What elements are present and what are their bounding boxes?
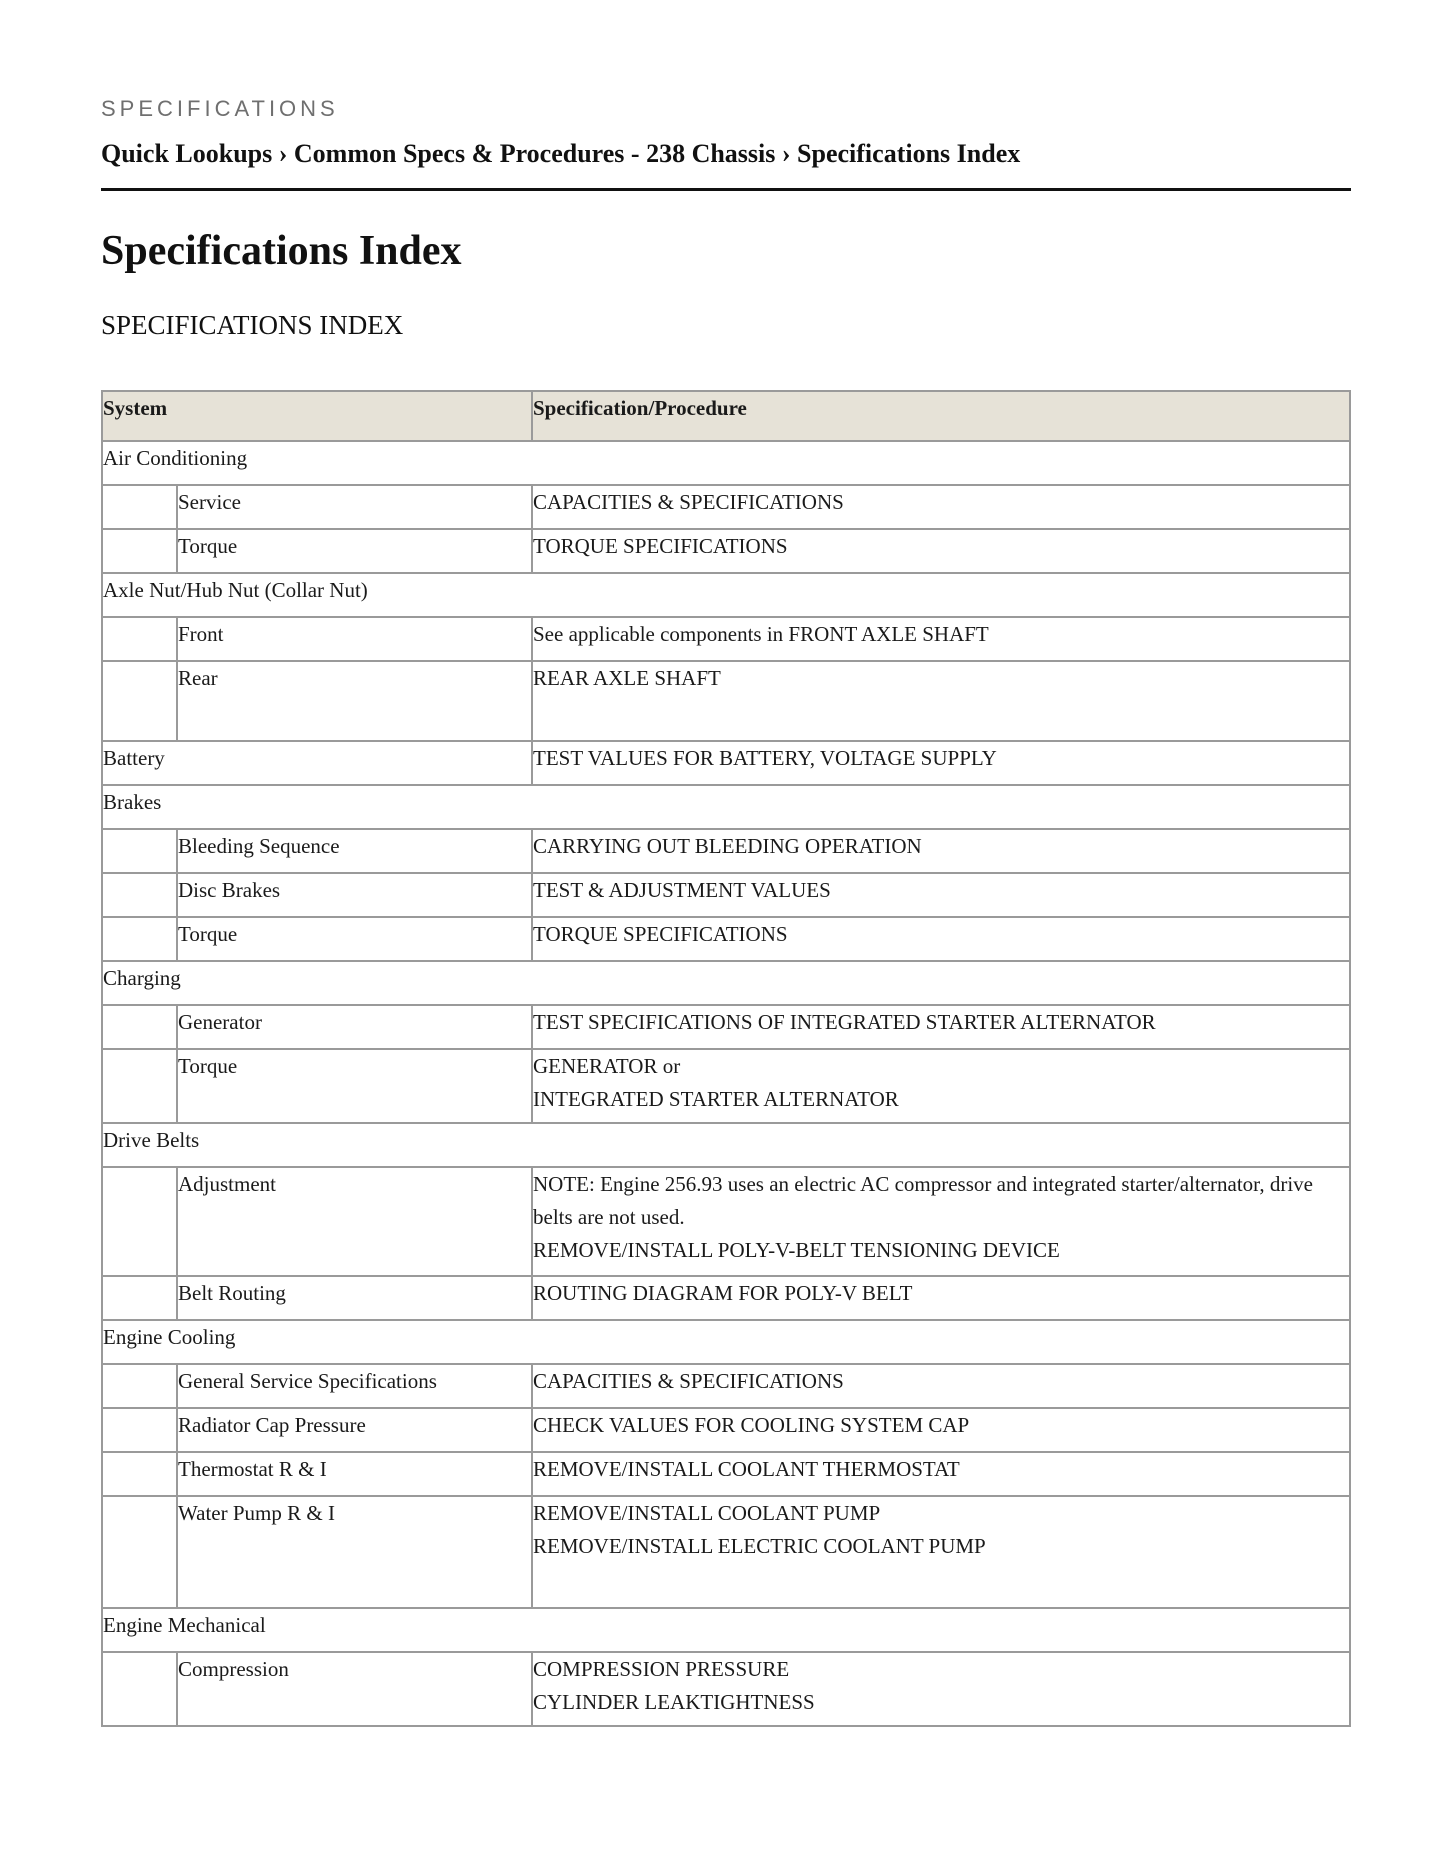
procedure-link[interactable]: REAR AXLE SHAFT xyxy=(532,661,1350,741)
procedure-link[interactable]: CYLINDER LEAKTIGHTNESS xyxy=(533,1690,815,1714)
group-row xyxy=(102,1320,1350,1364)
section-kicker: SPECIFICATIONS xyxy=(101,96,339,121)
procedure-link[interactable]: CHECK VALUES FOR COOLING SYSTEM CAP xyxy=(532,1408,1350,1452)
procedure-link[interactable]: REMOVE/INSTALL COOLANT THERMOSTAT xyxy=(532,1452,1350,1496)
subsystem-label: Belt Routing xyxy=(177,1276,532,1320)
table-row xyxy=(102,741,1350,785)
breadcrumb: Quick Lookups › Common Specs & Procedures - 238 Chassis › Specifications Index xyxy=(101,139,1021,168)
table-row xyxy=(102,661,1350,741)
procedure-link[interactable]: TEST SPECIFICATIONS OF INTEGRATED STARTER ALTERNATOR xyxy=(532,1005,1350,1049)
group-row xyxy=(102,1608,1350,1652)
table-row xyxy=(102,1276,1350,1320)
procedure-link[interactable]: COMPRESSION PRESSURE xyxy=(533,1657,790,1681)
procedure-note: NOTE: Engine 256.93 uses an electric AC compressor and integrated starter/alternator, drive belts are not used. xyxy=(533,1172,1313,1229)
procedure-link[interactable]: ROUTING DIAGRAM FOR POLY-V BELT xyxy=(532,1276,1350,1320)
group-row xyxy=(102,441,1350,485)
group-label: Air Conditioning xyxy=(102,441,1350,485)
subsystem-label: Generator xyxy=(177,1005,532,1049)
subsystem-label: Rear xyxy=(177,661,532,741)
group-label: Brakes xyxy=(102,785,1350,829)
subsystem-label: Service xyxy=(177,485,532,529)
table-row xyxy=(102,1452,1350,1496)
table-row xyxy=(102,1496,1350,1608)
table-row xyxy=(102,917,1350,961)
procedure-link[interactable]: REMOVE/INSTALL COOLANT PUMP xyxy=(533,1501,881,1525)
procedure-link[interactable]: INTEGRATED STARTER ALTERNATOR xyxy=(533,1087,899,1111)
table-header-row xyxy=(102,391,1350,441)
table-row xyxy=(102,1408,1350,1452)
group-row xyxy=(102,961,1350,1005)
header-procedure: Specification/Procedure xyxy=(532,391,1350,441)
procedure-link[interactable]: REMOVE/INSTALL POLY-V-BELT TENSIONING DEVICE xyxy=(533,1238,1060,1262)
subsystem-label: Bleeding Sequence xyxy=(177,829,532,873)
page-title: Specifications Index xyxy=(101,228,462,274)
table-row xyxy=(102,1652,1350,1726)
group-row xyxy=(102,1123,1350,1167)
subsystem-label: Front xyxy=(177,617,532,661)
subsystem-label: Torque xyxy=(177,529,532,573)
subsystem-label: Torque xyxy=(177,917,532,961)
table-row xyxy=(102,1364,1350,1408)
table-row xyxy=(102,873,1350,917)
group-row xyxy=(102,785,1350,829)
subsystem-label: Adjustment xyxy=(177,1167,532,1276)
table-row xyxy=(102,617,1350,661)
group-label: Engine Mechanical xyxy=(102,1608,1350,1652)
group-label: Axle Nut/Hub Nut (Collar Nut) xyxy=(102,573,1350,617)
subsystem-label: General Service Specifications xyxy=(177,1364,532,1408)
header-system: System xyxy=(102,391,532,441)
header-divider xyxy=(101,188,1351,191)
procedure-link[interactable]: CARRYING OUT BLEEDING OPERATION xyxy=(532,829,1350,873)
subsystem-label: Radiator Cap Pressure xyxy=(177,1408,532,1452)
table-row xyxy=(102,485,1350,529)
table-row xyxy=(102,529,1350,573)
subsystem-label: Torque xyxy=(177,1049,532,1123)
procedure-link[interactable]: CAPACITIES & SPECIFICATIONS xyxy=(532,485,1350,529)
procedure-link[interactable]: TORQUE SPECIFICATIONS xyxy=(532,529,1350,573)
group-label: Drive Belts xyxy=(102,1123,1350,1167)
subsystem-label: Water Pump R & I xyxy=(177,1496,532,1608)
procedure-link[interactable]: TEST & ADJUSTMENT VALUES xyxy=(532,873,1350,917)
table-row xyxy=(102,1005,1350,1049)
group-label: Battery xyxy=(102,741,532,785)
procedure-link[interactable]: TEST VALUES FOR BATTERY, VOLTAGE SUPPLY xyxy=(532,741,1350,785)
group-row xyxy=(102,573,1350,617)
table-row xyxy=(102,1167,1350,1276)
procedure-link[interactable]: GENERATOR or xyxy=(533,1054,681,1078)
procedure-link[interactable]: TORQUE SPECIFICATIONS xyxy=(532,917,1350,961)
subsystem-label: Disc Brakes xyxy=(177,873,532,917)
procedure-link[interactable]: REMOVE/INSTALL ELECTRIC COOLANT PUMP xyxy=(533,1534,986,1558)
table-row xyxy=(102,829,1350,873)
procedure-link[interactable]: See applicable components in FRONT AXLE SHAFT xyxy=(532,617,1350,661)
subsystem-label: Thermostat R & I xyxy=(177,1452,532,1496)
subsystem-label: Compression xyxy=(177,1652,532,1726)
table-row xyxy=(102,1049,1350,1123)
group-label: Charging xyxy=(102,961,1350,1005)
page-subtitle: SPECIFICATIONS INDEX xyxy=(101,310,404,340)
procedure-link[interactable]: CAPACITIES & SPECIFICATIONS xyxy=(532,1364,1350,1408)
group-label: Engine Cooling xyxy=(102,1320,1350,1364)
specifications-table xyxy=(101,390,1351,1727)
